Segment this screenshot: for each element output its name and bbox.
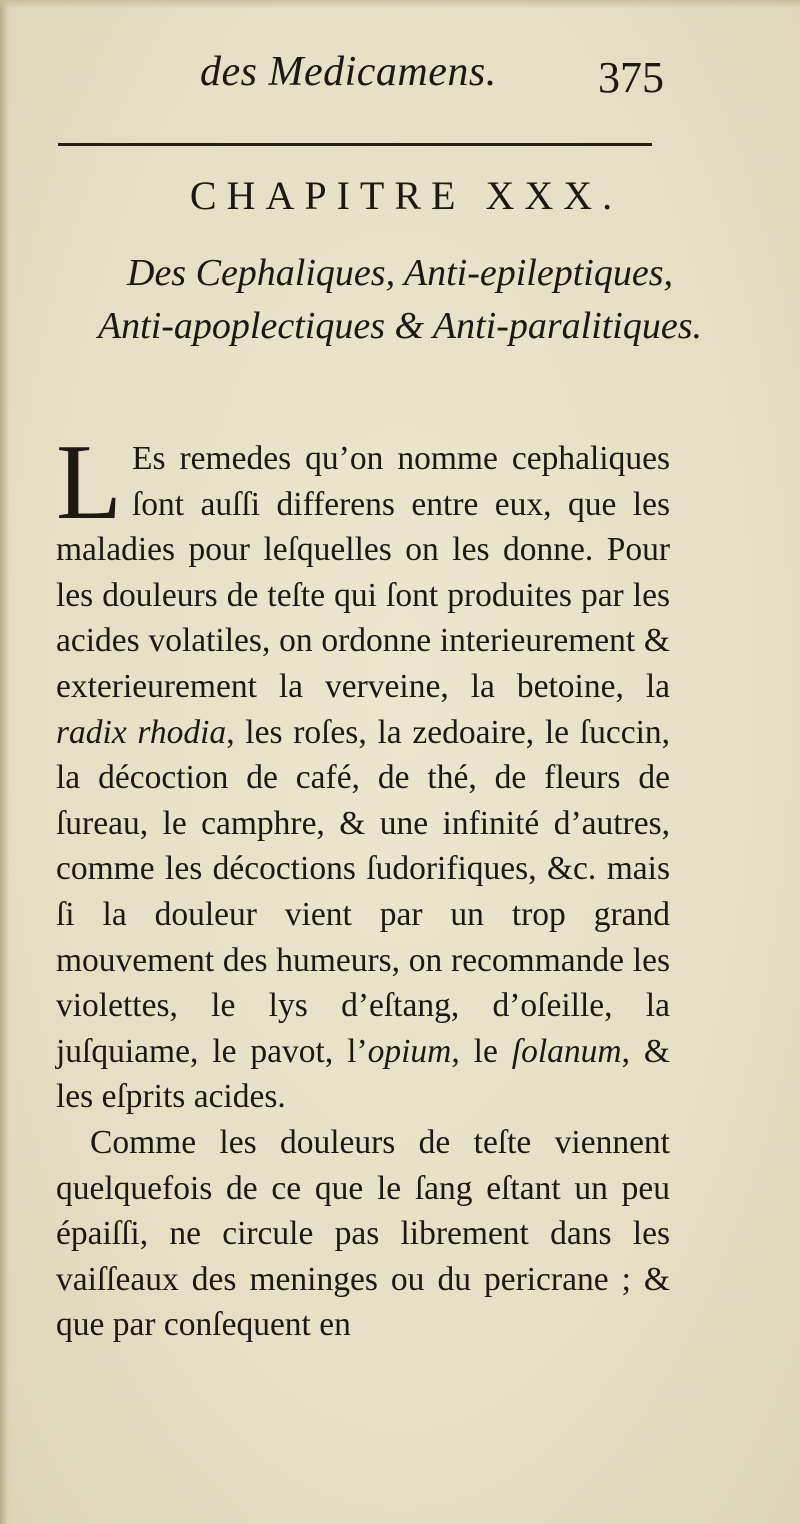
paragraph-2: Comme les douleurs de teſte viennent quelquefois de ce que le ſang eſtant un peu épaiſſi, ne circule pas librement dans les vaiſſeaux des meninges ou du pericrane ; & que par conſequent en — [56, 1123, 670, 1344]
paragraph-1-text-c: , le — [451, 1032, 512, 1070]
paragraph-1-text-a: Es remedes qu’on nomme cephaliques ſont auſſi differens entre eux, que les maladies pour leſquelles on les donne. Pour les douleurs de teſte qui ſont produites par les acides volatiles, on ordonne interieurement & exterieurement la verveine, la betoine, la — [56, 440, 670, 705]
drop-cap-initial: L — [56, 423, 122, 542]
page-number: 375 — [598, 53, 664, 102]
paragraph-1-italic-radix: radix rhodia — [56, 713, 227, 751]
page-spine-shadow — [0, 0, 10, 1524]
paragraph-1-italic-opium: opium — [367, 1032, 452, 1070]
paragraph-1 — [56, 423, 671, 1120]
running-header — [0, 48, 800, 108]
chapter-subtitle: Des Cephaliques, Anti-epileptiques, Anti-apoplectiques & Anti-paralitiques. — [97, 252, 703, 347]
chapter-heading: CHAPITRE XXX. — [189, 173, 623, 218]
running-head-title: des Medicamens. — [200, 49, 497, 95]
paragraph-1-text-b: , les roſes, la zedoaire, le ſuccin, la décoction de café, de thé, de fleurs de ſureau, le camphre, & une infinité d’autres, comme les décoctions ſudorifiques, &c. mais ſi la douleur vient par un trop grand mouvement des humeurs, on recommande les violettes, le lys d’eſtang, d’oſeille, la juſquiame, le pavot, l’ — [56, 713, 671, 1070]
paragraph-1-italic-solanum: ſolanum — [511, 1032, 622, 1070]
header-rule — [58, 143, 652, 146]
page-top-edge — [0, 0, 800, 8]
paragraph-1-text-d: , & les eſprits acides. — [56, 1032, 670, 1116]
body-text — [56, 423, 671, 1348]
